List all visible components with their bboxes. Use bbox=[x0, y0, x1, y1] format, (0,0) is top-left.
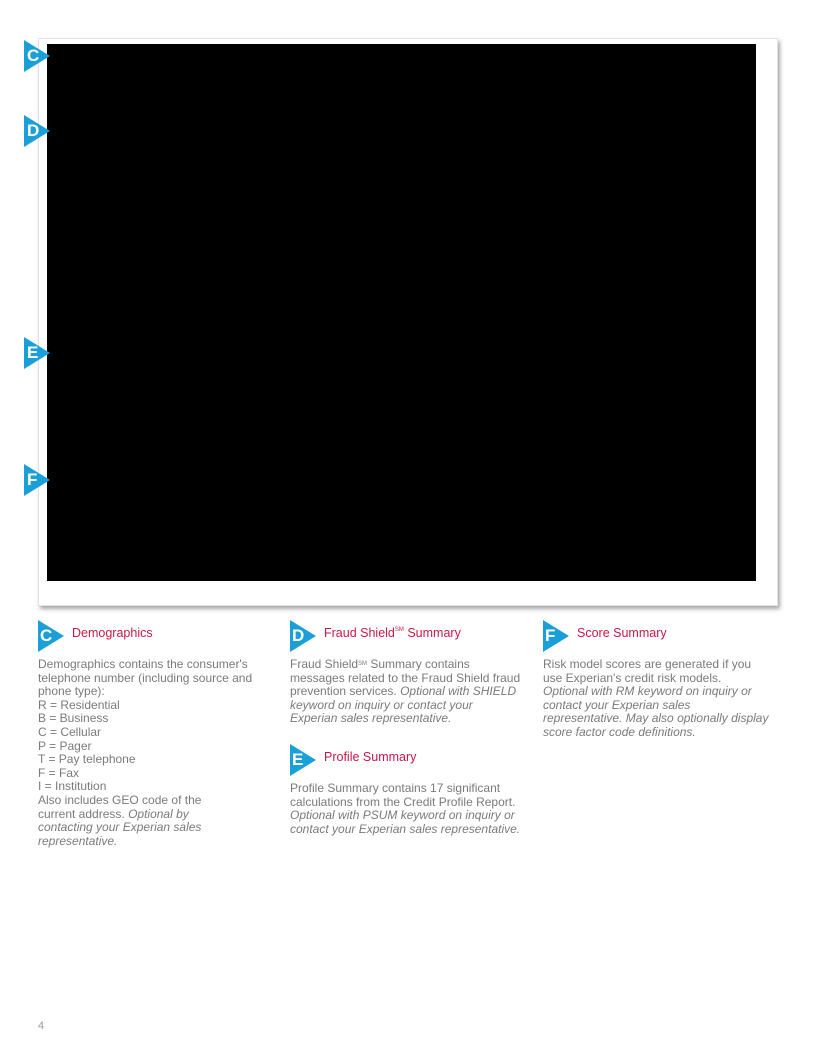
section-header: E Profile Summary bbox=[290, 744, 522, 778]
intro-text: Demographics contains the consumer's telephone number (including source and phone type): bbox=[38, 657, 253, 699]
phone-type-code: B = Business bbox=[38, 711, 109, 726]
phone-type-code: P = Pager bbox=[38, 738, 92, 753]
phone-type-code: T = Pay telephone bbox=[38, 752, 136, 767]
section-body bbox=[38, 658, 274, 848]
optional-note: Optional with PSUM keyword on inquiry or contact your Experian sales representative. bbox=[290, 808, 521, 836]
page-number: 4 bbox=[38, 1020, 45, 1032]
section-body: Risk model scores are generated if you use Experian's credit risk models. Optional with RM keyword on inquiry or contact your Experian sales representative. May also optionally display score factor code definitions. bbox=[543, 657, 769, 739]
section-profile-summary bbox=[290, 744, 522, 836]
phone-type-code: I = Institution bbox=[38, 779, 107, 794]
section-title: Profile Summary bbox=[324, 749, 417, 764]
section-title: Fraud Shield℠ Summary bbox=[324, 626, 461, 640]
phone-type-code: R = Residential bbox=[38, 697, 120, 712]
section-title: Score Summary bbox=[577, 626, 667, 640]
phone-type-code: C = Cellular bbox=[38, 724, 102, 739]
section-body: Fraud Shield℠ Summary contains messages related to the Fraud Shield fraud prevention services. Optional with SHIELD keyword on inquiry or contact your Experian sales representative. bbox=[290, 657, 521, 726]
redacted-report-image bbox=[47, 44, 756, 581]
optional-note: Optional with SHIELD keyword on inquiry or contact your Experian sales representative. bbox=[290, 684, 517, 726]
column-demographics bbox=[38, 620, 274, 848]
optional-note: Optional with RM keyword on inquiry or contact your Experian sales representative. May also optionally display score factor code definitions. bbox=[543, 684, 769, 739]
optional-note: Optional by contacting your Experian sales representative. bbox=[38, 806, 202, 848]
section-body: Profile Summary contains 17 significant calculations from the Credit Profile Report. Optional with PSUM keyword on inquiry or contact your Experian sales representative. bbox=[290, 780, 521, 836]
column-middle bbox=[290, 620, 522, 836]
section-demographics bbox=[38, 620, 274, 848]
section-header: C Demographics bbox=[38, 620, 274, 654]
phone-type-code: F = Fax bbox=[38, 765, 80, 780]
column-score-summary bbox=[543, 620, 769, 740]
section-header: D Fraud Shield℠ Summary bbox=[290, 620, 522, 654]
section-header: F Score Summary bbox=[543, 620, 769, 654]
section-score-summary bbox=[543, 620, 769, 740]
section-fraud-shield bbox=[290, 620, 522, 726]
section-title: Demographics bbox=[72, 626, 153, 640]
outro-text: Also includes GEO code of the current address. bbox=[38, 792, 202, 821]
